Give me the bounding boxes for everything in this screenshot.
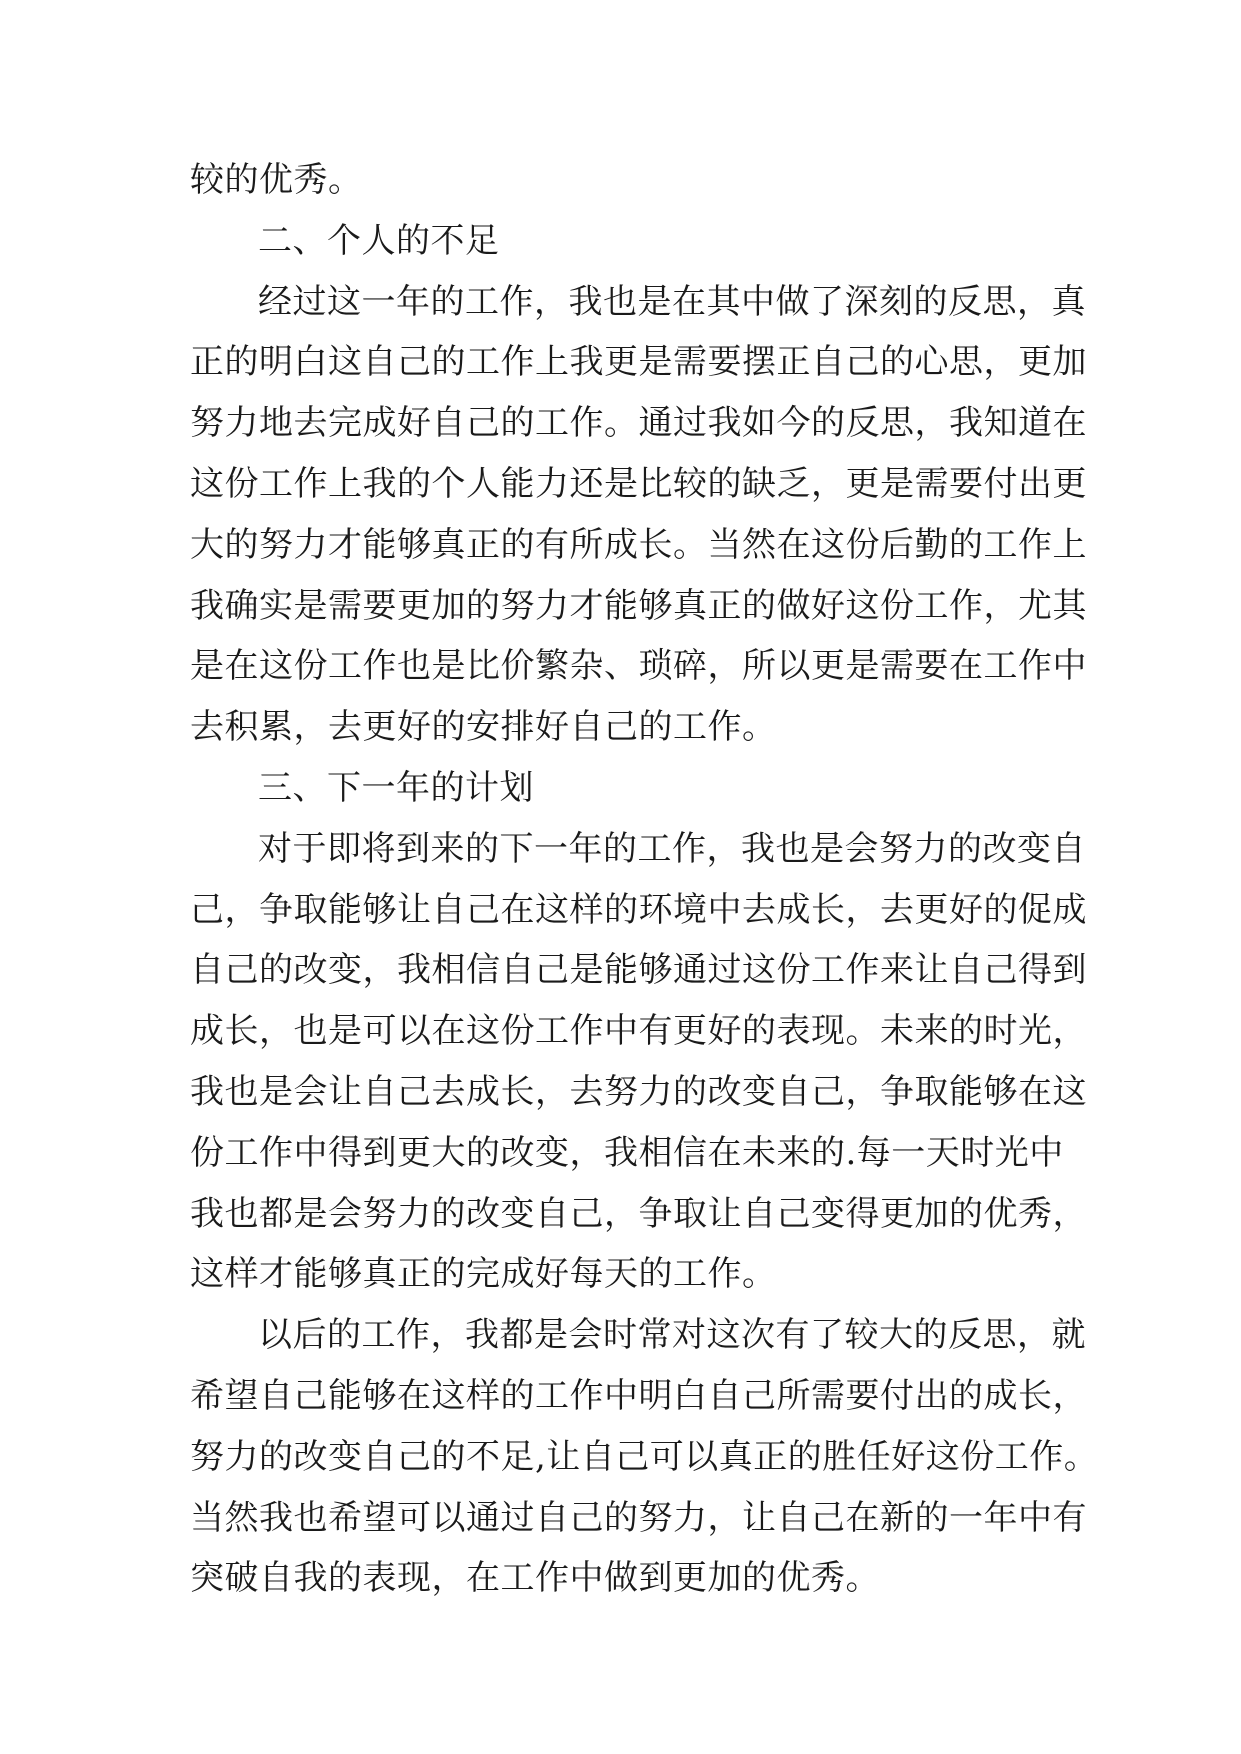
- text-line: 大的努力才能够真正的有所成长。当然在这份后勤的工作上: [190, 524, 1087, 565]
- text-line: 正的明白这自己的工作上我更是需要摆正自己的心思，更加: [190, 342, 1087, 383]
- text-line: 希望自己能够在这样的工作中明白自己所需要付出的成长，: [190, 1375, 1087, 1416]
- text-line: 三、下一年的计划: [258, 767, 534, 808]
- text-line: 己，争取能够让自己在这样的环境中去成长，去更好的促成: [190, 889, 1087, 930]
- text-line: 对于即将到来的下一年的工作，我也是会努力的改变自: [258, 828, 1086, 869]
- text-line: 我也是会让自己去成长，去努力的改变自己，争取能够在这: [190, 1071, 1087, 1112]
- text-line: 这份工作上我的个人能力还是比较的缺乏，更是需要付出更: [190, 463, 1087, 504]
- text-line: 经过这一年的工作，我也是在其中做了深刻的反思，真: [258, 281, 1086, 322]
- text-line: 这样才能够真正的完成好每天的工作。: [190, 1254, 777, 1295]
- text-line: 以后的工作，我都是会时常对这次有了较大的反思，就: [258, 1315, 1086, 1356]
- document-body: [190, 150, 1099, 1609]
- text-line: 努力的改变自己的不足,让自己可以真正的胜任好这份工作。: [190, 1436, 1099, 1477]
- text-line: 份工作中得到更大的改变，我相信在未来的.每一天时光中: [190, 1132, 1064, 1173]
- text-line: 我也都是会努力的改变自己，争取让自己变得更加的优秀，: [190, 1193, 1087, 1234]
- text-line: 当然我也希望可以通过自己的努力，让自己在新的一年中有: [190, 1497, 1087, 1538]
- text-line: 去积累，去更好的安排好自己的工作。: [190, 707, 777, 748]
- text-line: 我确实是需要更加的努力才能够真正的做好这份工作，尤其: [190, 585, 1087, 626]
- text-line: 较的优秀。: [190, 160, 363, 200]
- text-line: 成长，也是可以在这份工作中有更好的表现。未来的时光，: [190, 1011, 1087, 1052]
- text-line: 自己的改变，我相信自己是能够通过这份工作来让自己得到: [190, 950, 1087, 991]
- text-line: 突破自我的表现，在工作中做到更加的优秀。: [190, 1558, 880, 1599]
- text-line: 是在这份工作也是比价繁杂、琐碎，所以更是需要在工作中: [190, 646, 1087, 687]
- text-line: 努力地去完成好自己的工作。通过我如今的反思，我知道在: [190, 403, 1087, 444]
- text-line: 二、个人的不足: [258, 220, 500, 261]
